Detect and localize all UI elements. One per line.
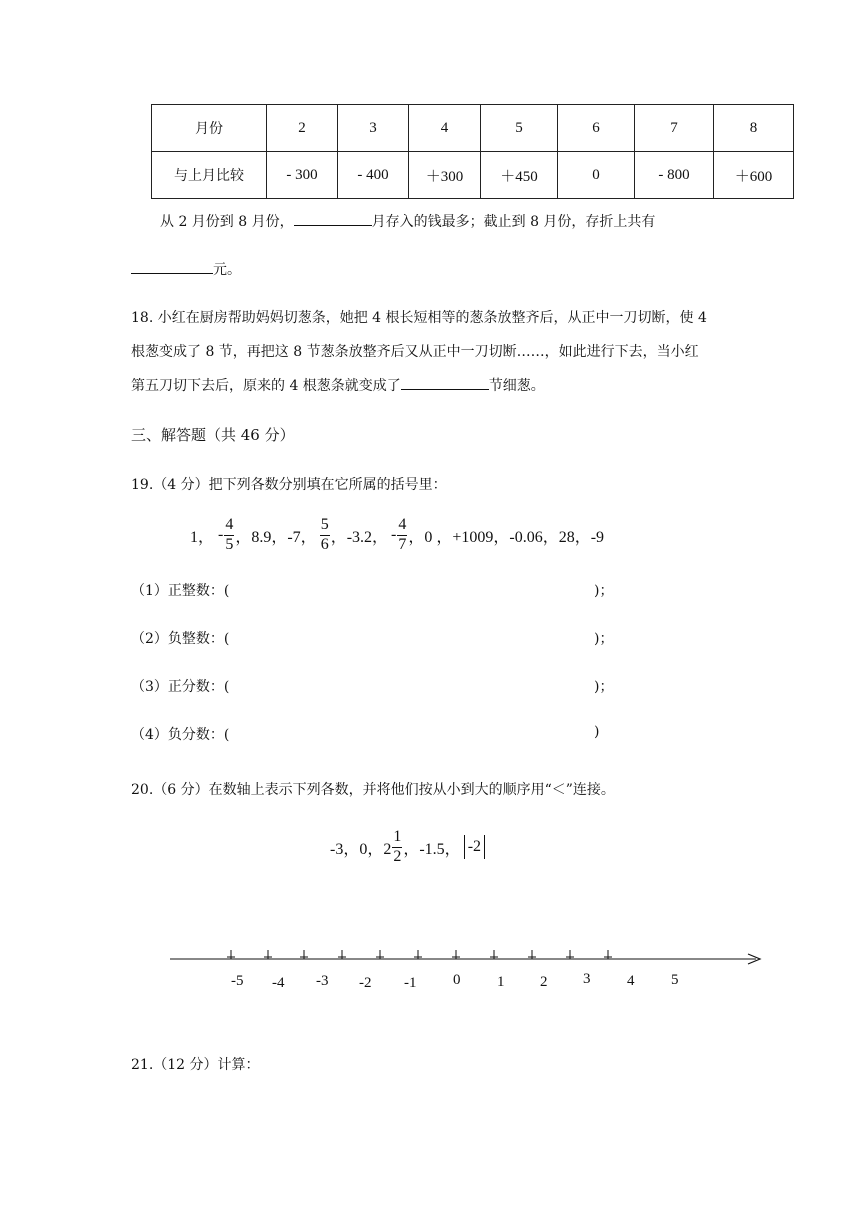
table-header-compare: 与上月比较 — [152, 152, 267, 199]
number-line-label: -4 — [272, 975, 285, 991]
table-cell: 5 — [481, 105, 558, 152]
fraction-numerator: 5 — [320, 517, 330, 536]
number-line-ticks — [227, 950, 612, 959]
number-line — [0, 940, 860, 1000]
number-line-label: -3 — [316, 973, 329, 989]
number-line-label: 0 — [453, 972, 461, 988]
q17-text-a: 从 2 月份到 8 月份， — [160, 214, 294, 230]
q19-item-4-close: ) — [594, 724, 600, 740]
q19-item-2-close: )； — [594, 631, 614, 647]
number-text: ，-3.2， — [330, 528, 389, 546]
table-cell: ＋300 — [409, 152, 481, 199]
number-line-label: 3 — [583, 971, 591, 987]
number-line-label: 5 — [671, 972, 679, 988]
number-text: ，0 ，+1009，-0.06，28，-9 — [408, 528, 605, 546]
q20-number-list — [330, 825, 485, 869]
q19-item-2: （2）负整数：( — [131, 631, 230, 647]
q19-number-list — [190, 513, 604, 557]
fraction — [320, 517, 330, 554]
q17-text-c: 元。 — [213, 262, 241, 278]
number-line-label: -2 — [359, 975, 372, 991]
table-cell: ＋450 — [481, 152, 558, 199]
table-cell: - 800 — [635, 152, 714, 199]
q20-title: 20.（6 分）在数轴上表示下列各数，并将他们按从小到大的顺序用“＜”连接。 — [131, 782, 615, 798]
answer-blank[interactable] — [401, 375, 489, 390]
table-row-changes — [152, 152, 794, 199]
number-line-label: -1 — [404, 975, 417, 991]
fraction-numerator: 4 — [397, 517, 407, 536]
q18-line1: 18. 小红在厨房帮助妈妈切葱条，她把 4 根长短相等的葱条放整齐后，从正中一刀切断，使 4 — [131, 310, 707, 326]
q17-line1 — [160, 211, 655, 231]
q19-title: 19.（4 分）把下列各数分别填在它所属的括号里： — [131, 477, 447, 493]
fraction-denominator: 5 — [225, 535, 234, 553]
table-cell: 4 — [409, 105, 481, 152]
table-row-months — [152, 105, 794, 152]
number-text: -3，0，2 — [330, 840, 392, 858]
fraction-denominator: 7 — [398, 535, 407, 553]
number-text: ，-1.5， — [403, 840, 461, 858]
table-cell: 3 — [338, 105, 409, 152]
number-line-label: 4 — [627, 973, 635, 989]
number-line-label: 2 — [540, 974, 548, 990]
fraction-denominator: 2 — [393, 847, 402, 865]
table-cell: - 300 — [267, 152, 338, 199]
q19-item-4: （4）负分数：( — [131, 727, 230, 743]
number-line-label: -5 — [231, 973, 244, 989]
fraction — [224, 517, 234, 554]
q19-item-1-close: )； — [594, 583, 614, 599]
answer-blank[interactable] — [131, 259, 213, 274]
q17-text-b: 月存入的钱最多；截止到 8 月份，存折上共有 — [371, 214, 656, 230]
number-text: ，8.9，-7， — [235, 528, 317, 546]
mixed-fraction — [392, 829, 402, 866]
absolute-value: -2 — [464, 835, 485, 859]
fraction-numerator: 4 — [224, 517, 234, 536]
q19-item-1: （1）正整数：( — [131, 583, 230, 599]
table-header-month: 月份 — [152, 105, 267, 152]
table-cell: 0 — [558, 152, 635, 199]
section-title: 三、解答题（共 46 分） — [131, 426, 295, 444]
fraction-denominator: 6 — [320, 535, 329, 553]
savings-table — [151, 104, 794, 199]
q17-line2 — [131, 259, 241, 279]
q18-text-a: 第五刀切下去后，原来的 4 根葱条就变成了 — [131, 378, 401, 394]
q18-line3 — [131, 375, 545, 395]
q18-line2: 根葱变成了 8 节，再把这 8 节葱条放整齐后又从正中一刀切断……，如此进行下去，当小红 — [131, 344, 699, 360]
fraction-sign: - — [391, 526, 397, 543]
table-cell: 8 — [714, 105, 794, 152]
table-cell: - 400 — [338, 152, 409, 199]
table-cell: 7 — [635, 105, 714, 152]
q19-item-3-close: )； — [594, 679, 614, 695]
q18-text-b: 节细葱。 — [488, 378, 545, 394]
q19-item-3: （3）正分数：( — [131, 679, 230, 695]
number-text: 1， — [190, 528, 215, 546]
table-cell: 6 — [558, 105, 635, 152]
fraction — [397, 517, 407, 554]
fraction-sign: - — [218, 526, 224, 543]
table-cell: ＋600 — [714, 152, 794, 199]
table-cell: 2 — [267, 105, 338, 152]
answer-blank[interactable] — [294, 211, 372, 226]
fraction-numerator: 1 — [392, 829, 402, 848]
number-line-label: 1 — [497, 974, 505, 990]
q21-title: 21.（12 分）计算： — [131, 1057, 260, 1073]
